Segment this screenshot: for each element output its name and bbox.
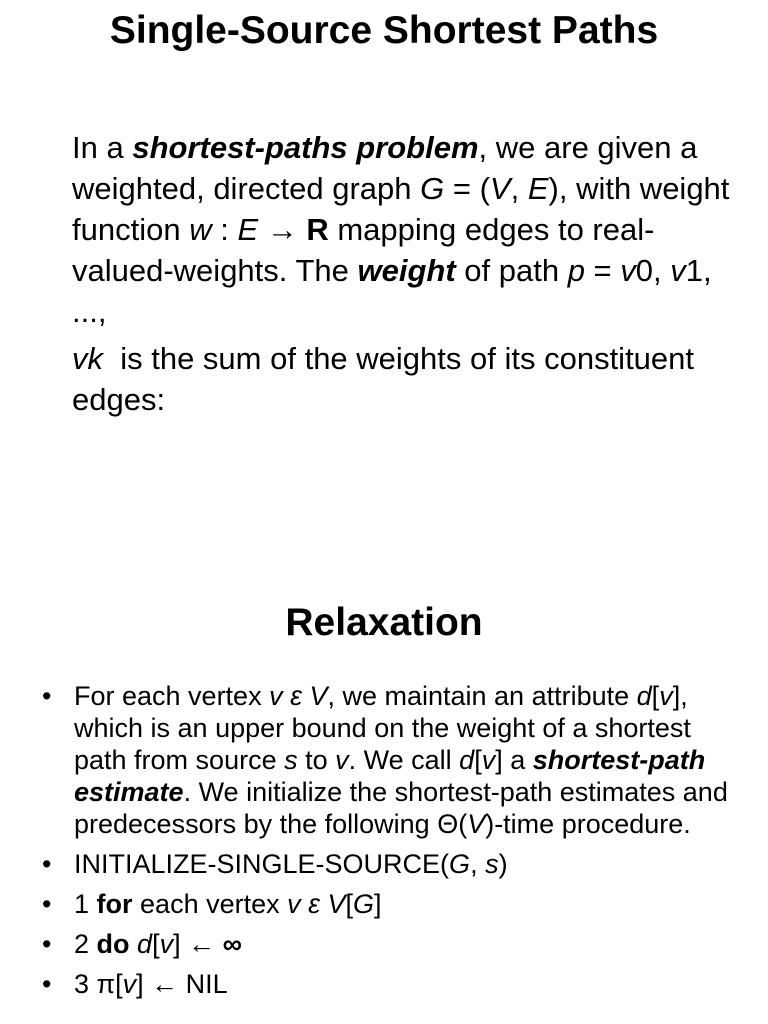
list-item: • For each vertex v ε V, we maintain an attribute d[v], which is an upper bound on the weight of a shortest path from source s to v. We call d[v] a shortest-path estimate. We initialize the shortest-path estimates and predecessors by the following Θ(V)-time procedure. bbox=[42, 681, 728, 839]
bullet-marker: • bbox=[42, 929, 52, 959]
intro-text bbox=[72, 127, 732, 420]
slide-title: Single-Source Shortest Paths bbox=[109, 9, 659, 52]
bullet-marker: • bbox=[42, 681, 52, 711]
list-item: • 2 do d[v] ← ∞ bbox=[42, 929, 242, 959]
list-item: • INITIALIZE-SINGLE-SOURCE(G, s) bbox=[42, 849, 508, 879]
bullet-marker: • bbox=[42, 889, 52, 919]
section-title: Relaxation bbox=[285, 601, 483, 644]
list-item: • 3 π[v] ← NIL bbox=[42, 969, 228, 999]
bullet-list bbox=[0, 680, 768, 1008]
bullet-marker: • bbox=[42, 849, 52, 879]
definition-paragraph: In a shortest-paths problem, we are given a weighted, directed graph G = (V, E), with weight function w : E → R mapping edges to real-valued-weights. The weight of path p = v0, v1, ..., bbox=[72, 130, 730, 329]
list-item: • 1 for each vertex v ε V[G] bbox=[42, 889, 382, 919]
bullet-marker: • bbox=[42, 969, 52, 999]
sum-paragraph: vk is the sum of the weights of its constituent edges: bbox=[72, 341, 703, 417]
